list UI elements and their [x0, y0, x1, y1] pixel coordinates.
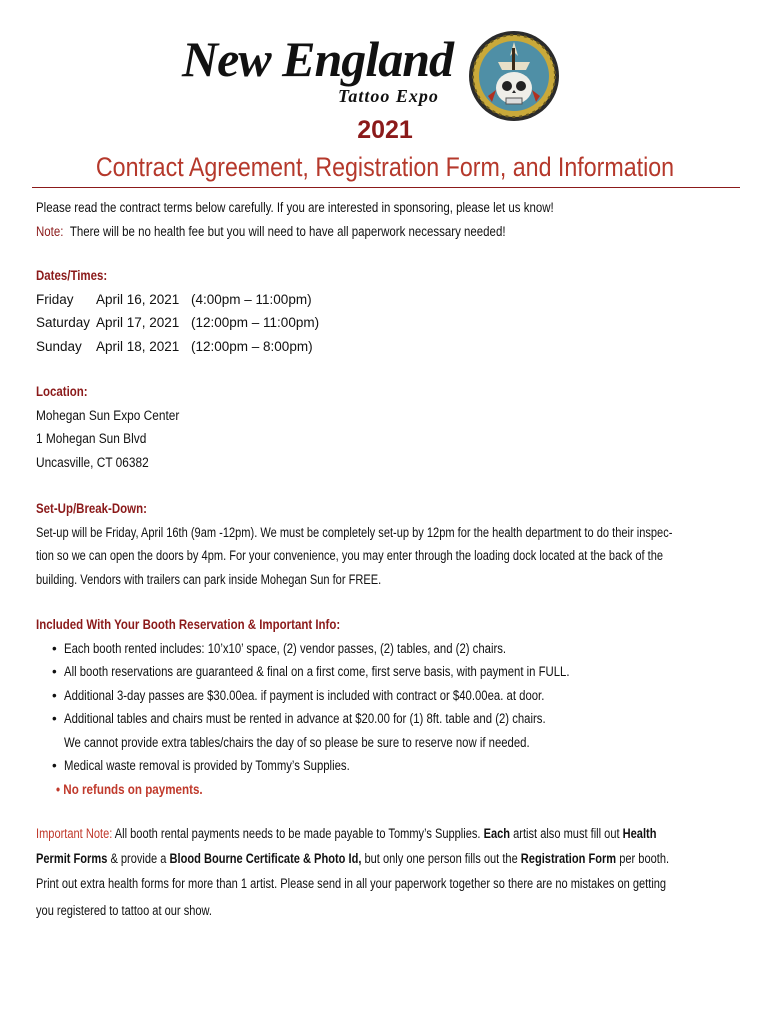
date-time: (12:00pm – 11:00pm) [191, 315, 320, 330]
date-time: (12:00pm – 8:00pm) [191, 338, 313, 354]
logo-title: New England [182, 31, 454, 87]
bullet-icon: • [52, 711, 57, 726]
included-list [36, 637, 742, 802]
location-section [36, 380, 742, 474]
bullet-icon: • [56, 781, 61, 797]
date-date: April 18, 2021 [96, 338, 180, 354]
date-time: (4:00pm – 11:00pm) [191, 291, 312, 307]
included-heading: Included With Your Booth Reservation & Important Info: [36, 617, 341, 632]
important-note-section [36, 821, 742, 923]
date-day: Sunday [36, 338, 82, 354]
date-day: Friday [36, 291, 74, 307]
setup-line: building. Vendors with trailers can park inside Mohegan Sun for FREE. [36, 571, 382, 587]
important-line: you registered to tattoo at our show. [36, 903, 213, 918]
setup-heading: Set-Up/Break-Down: [36, 501, 147, 516]
list-item: • Medical waste removal is provided by Tommy’s Supplies. [36, 754, 742, 778]
list-item: • Additional 3-day passes are $30.00ea. if payment is included with contract or $40.00ea. at door. [36, 684, 742, 708]
bullet-icon: • [52, 687, 57, 703]
important-line: Permit Forms & provide a Blood Bourne Certificate & Photo Id, but only one person fills out the Registration Form per booth. [36, 851, 670, 866]
title-divider [32, 187, 740, 188]
intro-section [36, 196, 742, 243]
list-item: • All booth reservations are guaranteed & final on a first come, first serve basis, with payment in FULL. [36, 660, 742, 684]
intro-line: Please read the contract terms below carefully. If you are interested in sponsoring, please let us know! [36, 200, 554, 215]
list-item-continuation: We cannot provide extra tables/chairs the day of so please be sure to reserve now if needed. [64, 734, 530, 750]
date-row [36, 335, 742, 359]
note-label: Note: [36, 223, 64, 239]
bullet-icon: • [52, 758, 57, 773]
date-date: April 17, 2021 [96, 315, 180, 330]
date-row [36, 288, 742, 312]
location-heading: Location: [36, 384, 88, 399]
page-title: Contract Agreement, Registration Form, and Information [95, 152, 675, 182]
important-line: Important Note: All booth rental payments needs to be made payable to Tommy’s Supplies. Each artist also must fill out Health [36, 826, 657, 841]
note-text: There will be no health fee but you will need to have all paperwork necessary needed! [69, 223, 506, 239]
important-line: Print out extra health forms for more than 1 artist. Please send in all your paperwork together so there are no mistakes on getting [36, 876, 667, 891]
setup-line: Set-up will be Friday, April 16th (9am -12pm). We must be completely set-up by 12pm for the health department to do their inspec- [36, 524, 673, 540]
skull-ship-emblem-icon [468, 30, 560, 122]
dates-heading: Dates/Times: [36, 268, 108, 283]
important-label: Important Note: [36, 826, 113, 841]
year: 2021 [357, 116, 413, 144]
location-line: Uncasville, CT 06382 [36, 454, 149, 470]
logo-subtitle: Tattoo Expo [338, 86, 439, 106]
date-row [36, 311, 742, 335]
bullet-icon: • [52, 664, 57, 679]
setup-line: tion so we can open the doors by 4pm. For your convenience, you may enter through the loading dock located at the back of the [36, 548, 664, 563]
intro-note [36, 220, 506, 244]
bullet-icon: • [52, 640, 57, 656]
list-item: • Additional tables and chairs must be rented in advance at $20.00 for (1) 8ft. table and (2) chairs. [36, 707, 742, 731]
list-item: • Each booth rented includes: 10’x10’ space, (2) vendor passes, (2) tables, and (2) chairs. [36, 637, 742, 661]
date-date: April 16, 2021 [96, 291, 180, 307]
included-section [36, 613, 742, 801]
location-line: 1 Mohegan Sun Blvd [36, 431, 147, 446]
no-refunds-item: • No refunds on payments. [56, 781, 203, 797]
date-day: Saturday [36, 315, 91, 330]
dates-section [36, 264, 742, 358]
location-line: Mohegan Sun Expo Center [36, 407, 180, 423]
setup-section [36, 497, 742, 591]
